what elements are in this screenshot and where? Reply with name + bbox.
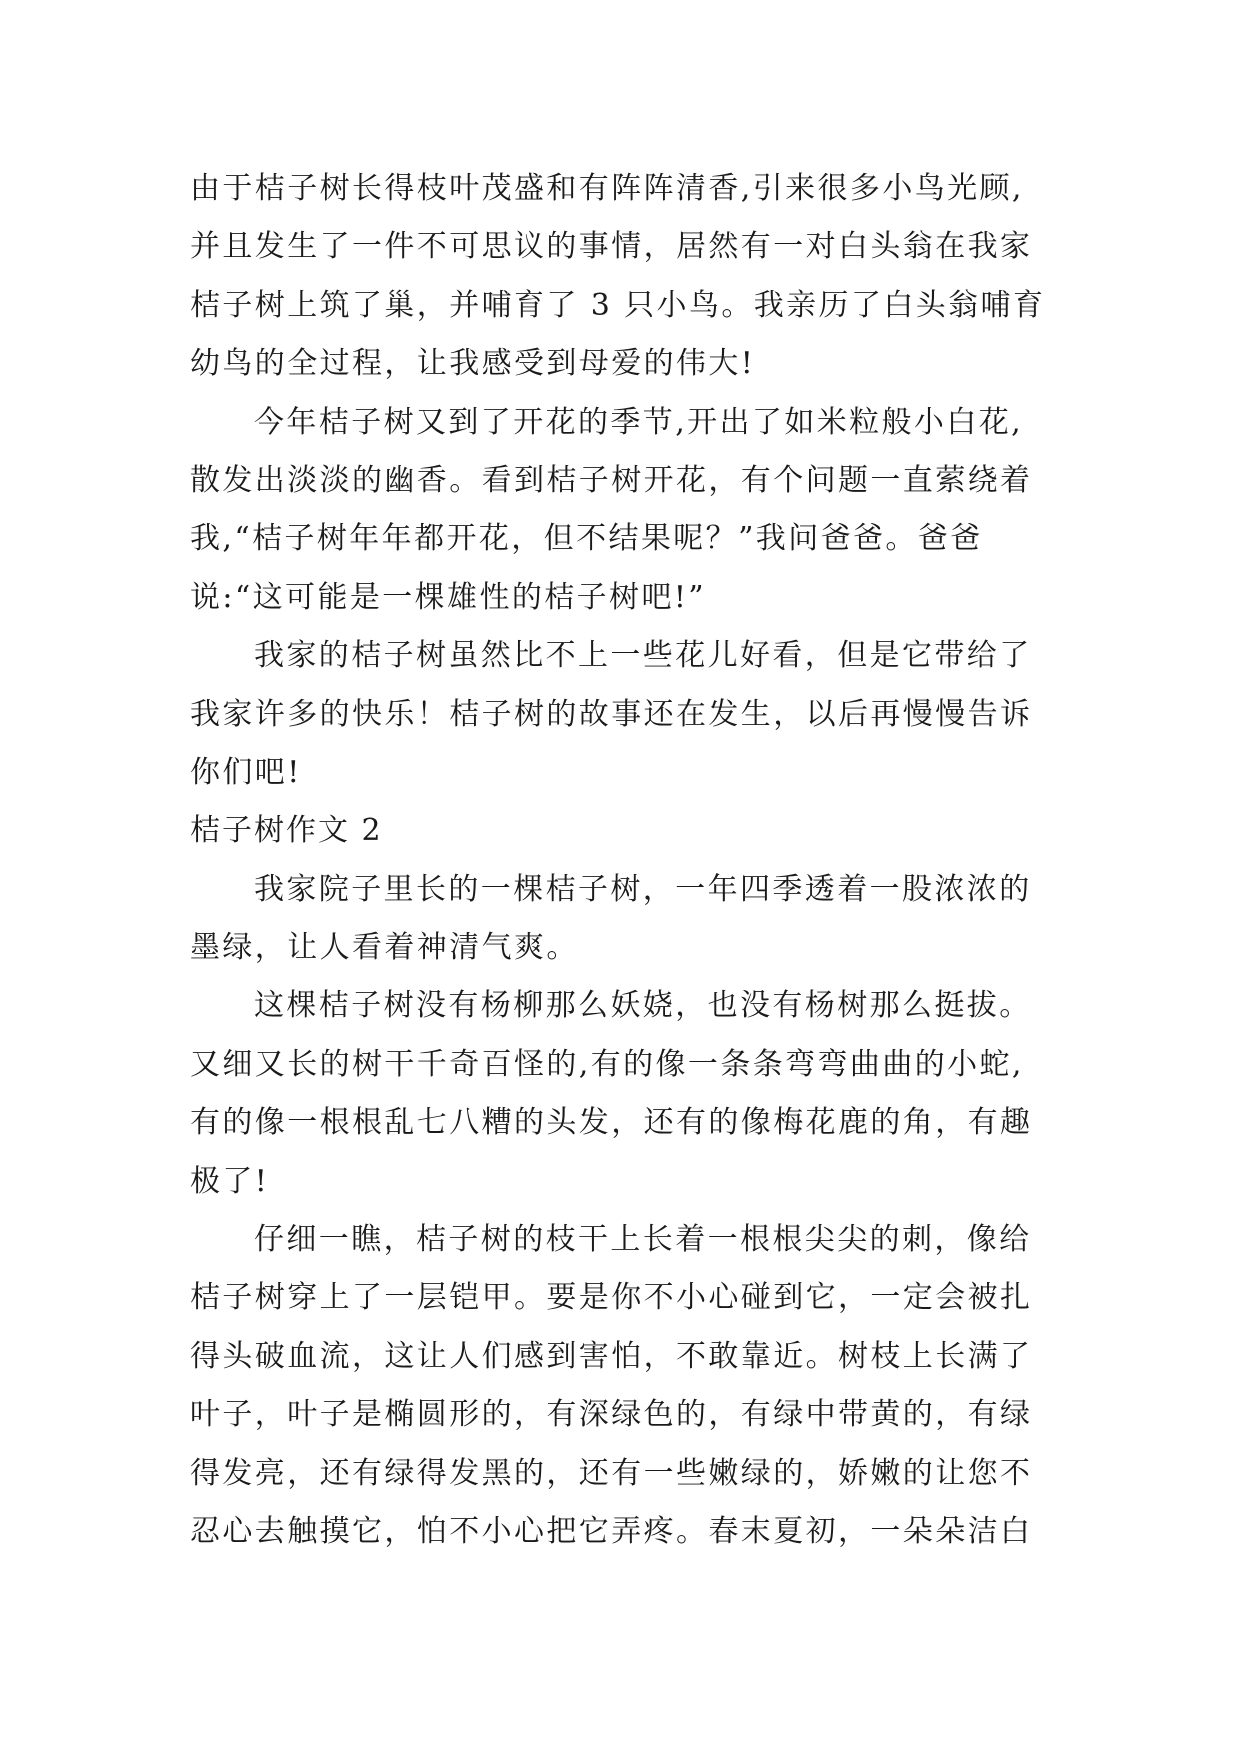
paragraph-line: 得头破血流，这让人们感到害怕，不敢靠近。树枝上长满了 bbox=[190, 1338, 1033, 1374]
paragraph-line: 又细又长的树干千奇百怪的,有的像一条条弯弯曲曲的小蛇, bbox=[190, 1046, 1024, 1082]
paragraph-line: 说:“这可能是一棵雄性的桔子树吧!” bbox=[190, 579, 707, 615]
paragraph-line: 我家院子里长的一棵桔子树，一年四季透着一股浓浓的 bbox=[254, 871, 1032, 907]
paragraph-line: 并且发生了一件不可思议的事情，居然有一对白头翁在我家 bbox=[190, 229, 1033, 265]
paragraph-line: 幼鸟的全过程，让我感受到母爱的伟大! bbox=[190, 346, 756, 382]
paragraph-line: 忍心去触摸它，怕不小心把它弄疼。春末夏初，一朵朵洁白 bbox=[190, 1513, 1033, 1549]
paragraph-line: 散发出淡淡的幽香。看到桔子树开花，有个问题一直萦绕着 bbox=[190, 462, 1033, 498]
paragraph-line: 我家许多的快乐！桔子树的故事还在发生，以后再慢慢告诉 bbox=[190, 696, 1033, 732]
paragraph-line: 桔子树穿上了一层铠甲。要是你不小心碰到它，一定会被扎 bbox=[190, 1280, 1033, 1316]
paragraph-line: 由于桔子树长得枝叶茂盛和有阵阵清香,引来很多小鸟光顾, bbox=[190, 171, 1024, 206]
paragraph-line: 有的像一根根乱七八糟的头发，还有的像梅花鹿的角，有趣 bbox=[190, 1105, 1033, 1141]
section-title: 桔子树作文 2 bbox=[190, 813, 383, 849]
paragraph-line: 你们吧! bbox=[190, 754, 302, 790]
essay-body bbox=[190, 160, 1090, 1561]
paragraph-line: 叶子，叶子是椭圆形的，有深绿色的，有绿中带黄的，有绿 bbox=[190, 1397, 1033, 1433]
paragraph-line: 墨绿，让人看着神清气爽。 bbox=[190, 930, 579, 966]
paragraph-line: 我家的桔子树虽然比不上一些花儿好看，但是它带给了 bbox=[254, 638, 1032, 674]
paragraph-line: 这棵桔子树没有杨柳那么妖娆，也没有杨树那么挺拔。 bbox=[254, 988, 1032, 1024]
paragraph-line: 我,“桔子树年年都开花，但不结果呢？”我问爸爸。爸爸 bbox=[190, 521, 983, 557]
paragraph-line: 极了! bbox=[190, 1163, 270, 1199]
paragraph-line: 得发亮，还有绿得发黑的，还有一些嫩绿的，娇嫩的让您不 bbox=[190, 1455, 1033, 1491]
paragraph-line: 桔子树上筑了巢，并哺育了 3 只小鸟。我亲历了白头翁哺育 bbox=[190, 287, 1046, 323]
paragraph-line: 今年桔子树又到了开花的季节,开出了如米粒般小白花, bbox=[254, 404, 1024, 440]
paragraph-line: 仔细一瞧，桔子树的枝干上长着一根根尖尖的刺，像给 bbox=[254, 1222, 1032, 1258]
